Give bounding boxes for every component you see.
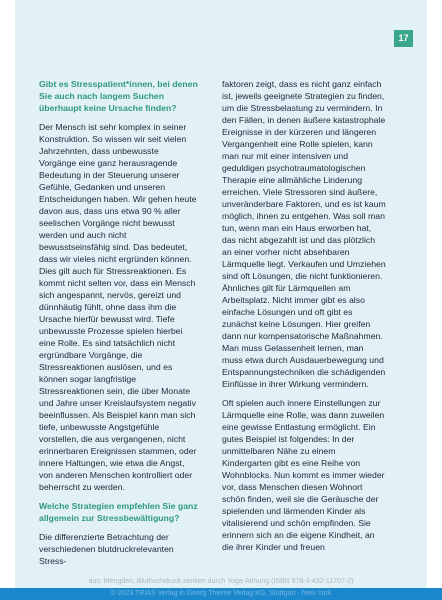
page-number: 17 (394, 30, 413, 47)
left-column (39, 78, 198, 574)
copyright-footer: © 2023 TRIAS Verlag in Georg Thieme Verlag KG, Stuttgart · New York (0, 588, 442, 600)
answer-paragraph-1: Der Mensch ist sehr komplex in seiner Konstruktion. So wissen wir seit vielen Jahrzehnten, dass unbewusste Vorgänge eine ganz herausragende Bedeutung in der Steuerung unserer Gefühle, Gedanken und unseren Entscheidungen haben. Wir gehen heute davon aus, dass uns etwa 90 % aller seelischen Vorgänge nicht bewusst werden und auch nicht bewusstseinsfähig sind. Das bedeutet, dass wir vieles nicht ergründen können. Dies gilt auch für Stressreaktionen. Es kommt nicht selten vor, dass ein Mensch sich angespannt, nervös, gereizt und dünnhäutig fühlt, ohne dass ihm die Ursache hierfür bewusst wird. Tiefe unbewusste Prozesse spielen hierbei eine Rolle. Es sind tatsächlich nicht ergründbare Vorgänge, die Stressreaktionen auslösen, und es können sogar langfristige Stressreaktionen sein, die über Monate und Jahre unser Kreislaufsystem negativ beeinflussen. Als Beispiel kann man sich tiefe, unbewusste Angstgefühle vorstellen, die aus vergangenen, nicht erinnerbaren Ereignissen stammen, oder innere Haltungen, wie etwa die Angst, von anderen Menschen kontrolliert oder beherrscht zu werden. (39, 122, 197, 492)
question-heading-1: Gibt es Stresspatient*innen, bei denen Sie auch nach langem Suchen überhaupt keine Ursache finden? (39, 79, 198, 113)
body-paragraph-2: Oft spielen auch innere Einstellungen zur Lärmquelle eine Rolle, was dann zuweilen eine gewisse Entlastung ermöglicht. Ein gutes Beispiel ist folgendes: In der unmittelbaren Nähe zu einem Kindergarten gibt es eine Reihe von Wohnblocks. Nun kommt es immer wieder vor, dass Menschen diesen Wohnort schön finden, weil sie die Geräusche der spielenden und lärmenden Kinder als vitalisierend und schön empfinden. Sie erinnern sich an die eigene Kindheit, an die ihrer Kinder und freuen (222, 398, 385, 552)
right-column (222, 78, 386, 560)
question-heading-2: Welche Strategien empfehlen Sie ganz allgemein zur Stressbewältigung? (39, 501, 198, 523)
source-citation: aus: Mengden, Bluthochdruck senken durch Yoga-Atmung (ISBN 978-3-432-11707-2) (88, 578, 354, 585)
answer-paragraph-2: Die differenzierte Betrachtung der verschiedenen blutdruckrelevanten Stress- (39, 532, 174, 566)
body-paragraph-1: faktoren zeigt, dass es nicht ganz einfach ist, jeweils geeignete Strategien zu finden, um die Stressbelastung zu vermindern. In den Fällen, in denen äußere katastrophale Ereignisse in der kürzeren und längeren Vergangenheit eine Rolle spielen, kann man nur mit einer intensiven und geduldigen psychotraumatologischen Therapie eine allmähliche Linderung erreichen. Viele Stressoren sind äußere, unveränderbare Faktoren, und es ist kaum möglich, ihnen zu entgehen. Was soll man tun, wenn man ein Haus erworben hat, das nicht abgezahlt ist und das plötzlich an einer vorher nicht absehbaren Lärmquelle liegt. Verkaufen und Umziehen sind oft Lösungen, die nicht funktionieren. Ähnliches gilt für Lärmquellen am Arbeitsplatz. Nicht immer gibt es also einfache Lösungen und oft gibt es zunächst keine Lösungen. Hier greifen dann nur kompensatorische Maßnahmen. Man muss Gelassenheit lernen, man muss etwa durch Ausdauerbewegung und Entspannungstechniken die schädigenden Einflüsse in ihrer Wirkung vermindern. (222, 79, 386, 389)
